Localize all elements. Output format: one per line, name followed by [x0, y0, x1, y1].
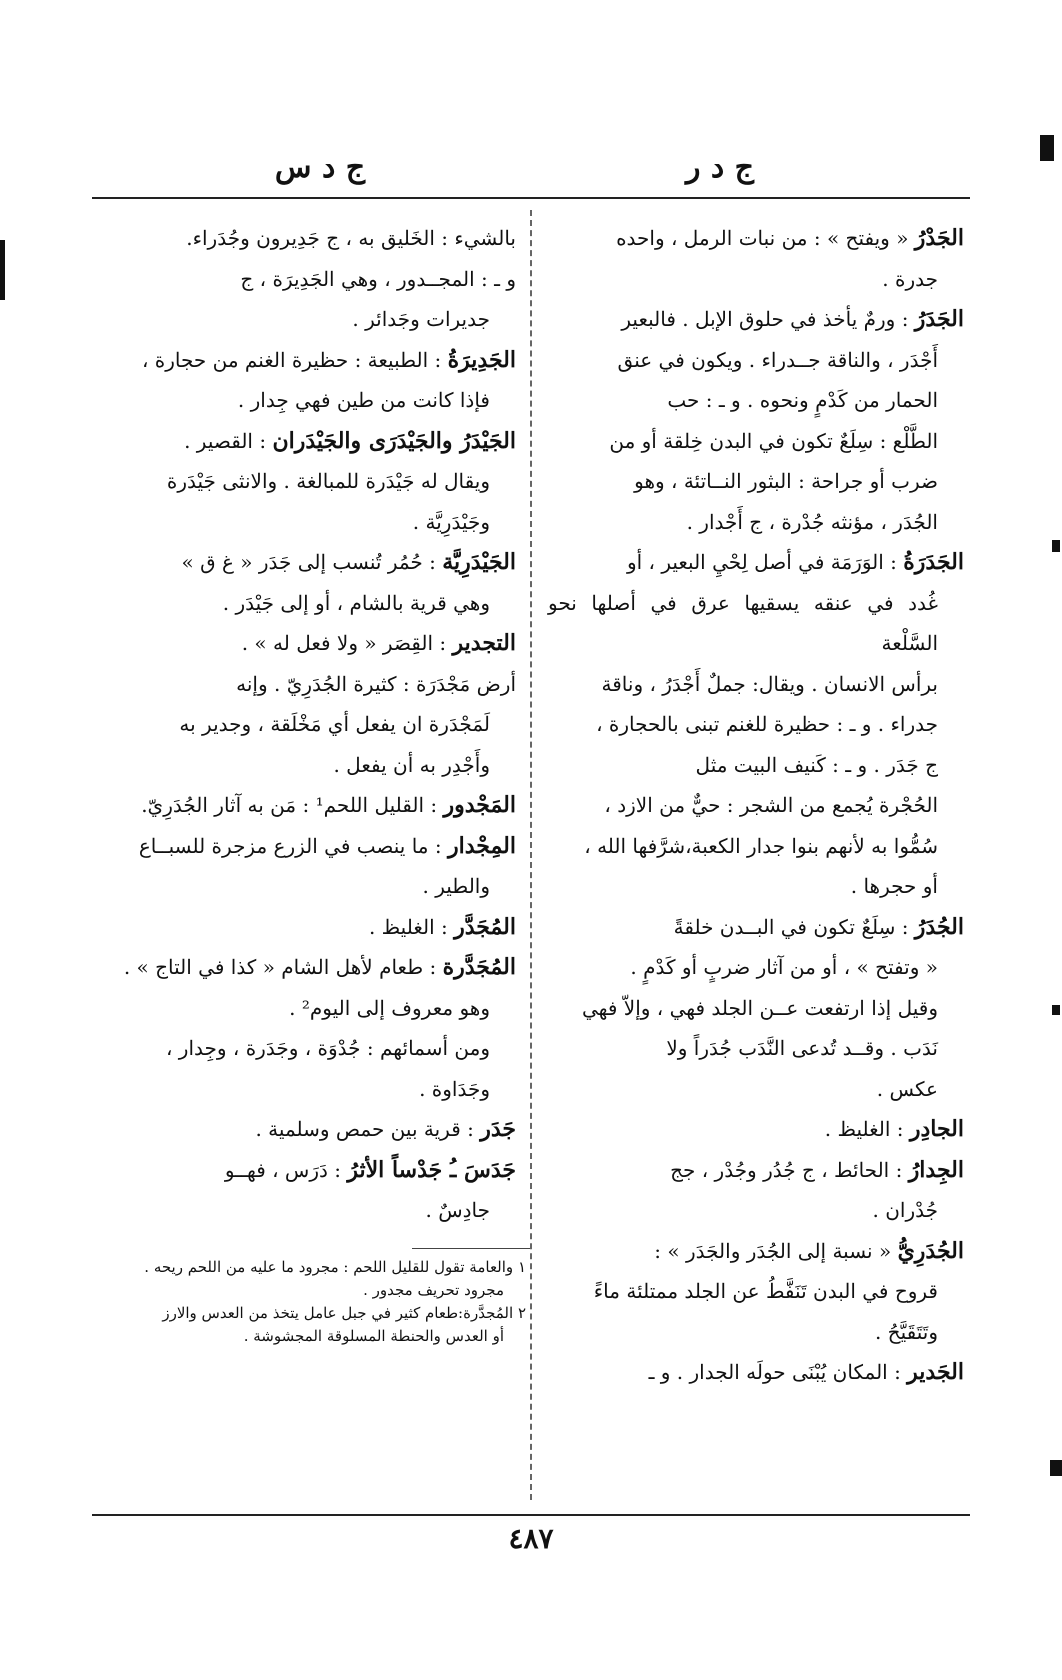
entry-line — [96, 947, 516, 988]
definition-text: : القصير . — [184, 428, 273, 453]
headword: الجَدَرُ — [914, 306, 964, 332]
definition-text: غُدد في عنقه يسقيها عرق في أصلها نحو السَّلْعة — [548, 590, 938, 655]
definition-text: و ـ : المجــدور ، وهي الجَدِيرَة ، ج — [240, 266, 516, 291]
definition-text: قروح في البدن تَنَفَّطُ عن الجلد ممتلئة ماءً — [593, 1279, 938, 1303]
entry-line — [548, 583, 964, 664]
entry-line — [548, 1271, 964, 1312]
scan-mark — [1052, 540, 1060, 552]
definition-text: وهو معروف إلى اليوم² . — [289, 995, 490, 1020]
entry-line — [548, 988, 964, 1029]
entry-line — [548, 461, 964, 502]
entry-line — [548, 1109, 964, 1150]
entry-line — [548, 947, 964, 988]
definition-text: : الوَرَمَة في أصل لِحْيِ البعير ، أو — [626, 550, 904, 574]
right-running-head: ج د ر — [685, 150, 755, 185]
definition-text: وجَدَاوة . — [419, 1076, 490, 1101]
definition-text: : قرية بين حمص وسلمية . — [255, 1117, 481, 1141]
definition-text: جُدْران . — [872, 1198, 938, 1222]
definition-text: : القليل اللحم¹ : مَن به آثار الجُدَرِيّ. — [141, 793, 444, 817]
definition-text: الطَّلْع : سِلَعٌ تكون في البدن خِلقة أو من — [609, 428, 938, 453]
entry-line — [548, 745, 964, 786]
headword: المِجْدار — [447, 832, 516, 859]
entry-line — [96, 461, 516, 502]
definition-text: بالشيء : الخَليق به ، ج جَدِيرون وجُدَراء. — [186, 226, 516, 250]
definition-text: برأس الانسان . ويقال: جملٌ أَجْدَرُ ، وناقة — [601, 671, 938, 696]
definition-text: ضرب أو جراحة : البثور النــاتئة ، وهو — [634, 469, 938, 493]
definition-text: : سِلَعٌ تكون في البــدن خلقةً — [673, 914, 915, 939]
entry-line — [548, 380, 964, 421]
headword: التجدير — [452, 630, 516, 656]
scan-mark — [1040, 135, 1054, 161]
entry-line — [548, 1150, 964, 1191]
definition-text: : الطبيعة : حظيرة الغنم من حجارة ، — [141, 347, 448, 372]
definition-text: : الغليظ . — [824, 1117, 910, 1141]
entry-line — [548, 340, 964, 381]
definition-text: نَدَب . وقــد تُدعى النَّدَب جُدَراً ولا — [666, 1036, 938, 1060]
entry-line — [548, 907, 964, 948]
definition-text: عكس . — [876, 1076, 938, 1101]
definition-text: والطير . — [422, 874, 490, 898]
definition-text: : المكان يُبْنَى حولَه الجدار . و ـ — [648, 1360, 908, 1384]
entry-line — [96, 299, 516, 340]
definition-text: : ما ينصب في الزرع مزجرة للسبــاع — [138, 833, 448, 858]
definition-text: وهي قرية بالشام ، أو إلى جَيْدَر . — [222, 590, 490, 615]
definition-text: وتَتَقَيَّحُ . — [874, 1319, 938, 1344]
entry-line — [96, 785, 516, 826]
definition-text: : ورمٌ يأخذ في حلوق الإبل . فالبعير — [621, 307, 915, 331]
definition-text: لَمَجْدَرة ان يفعل أي مَخْلَقة ، وجدير به — [179, 712, 490, 736]
headword: جَدَسَ ـُ جَدْساً الأثرُ — [347, 1156, 516, 1183]
definition-text: جدراء . و ـ : حظيرة للغنم تبنى بالحجارة ، — [596, 712, 938, 736]
column-divider — [530, 210, 532, 1500]
definition-text: أرض مَجْدَرَة : كثيرة الجُدَرِيّ . وإنه — [236, 671, 516, 696]
entry-line — [96, 380, 516, 421]
entry-line — [548, 826, 964, 867]
entry-line — [96, 259, 516, 300]
headword: الجَيْدَرِيَّة — [442, 549, 516, 575]
entry-line — [548, 1352, 964, 1393]
definition-text: جادِسٌ . — [425, 1198, 490, 1222]
footnote-line: ٢ المُجدَّرة:طعام كثير في جبل عامل يتخذ من العدس والارز — [162, 1304, 526, 1322]
headword: المُجَدَّر — [454, 913, 516, 940]
entry-line — [96, 1150, 516, 1191]
headword: المَجْدور — [443, 792, 516, 818]
definition-text: « نسبة إلى الجُدَر والجَدَر » : — [654, 1238, 898, 1263]
definition-text: الحمار من كَدْمٍ ونحوه . و ـ : حب — [667, 388, 938, 412]
entry-line — [96, 704, 516, 745]
entry-line — [548, 1312, 964, 1353]
entry-line — [96, 421, 516, 462]
definition-text: جديرات وجَدائر . — [352, 307, 490, 331]
definition-text: أو حجرها . — [850, 874, 938, 898]
definition-text: ج جَدَر . و ـ : كَنيف البيت مثل — [695, 752, 938, 777]
definition-text: الجُدَر ، مؤنثه جُدْرة ، ج أَجْدار . — [686, 509, 938, 534]
left-column — [96, 218, 516, 1231]
definition-text: : حُمُر تُنسب إلى جَدَر « غ ق » — [181, 550, 443, 574]
entry-line — [548, 1069, 964, 1110]
entry-line — [548, 421, 964, 462]
definition-text: ومن أسمائهم : جُدْوَة ، وجَدَرة ، وجِدار ، — [165, 1036, 490, 1060]
footnote-line: مجرود تحريف مجدور . — [363, 1281, 504, 1299]
definition-text: « وتفتح » ، أو من آثار ضربٍ أو كَدْمٍ . — [630, 955, 938, 979]
headword: الجُدَرِيُّ — [897, 1237, 964, 1264]
entry-line — [96, 826, 516, 867]
definition-text: : طعام لأهل الشام « كذا في التاج » . — [123, 955, 443, 979]
entry-line — [96, 623, 516, 664]
definition-text: وقيل إذا ارتفعت عــن الجلد فهي ، وإلاّ فهي — [582, 995, 938, 1020]
headword: الجَدَرَةُ — [903, 549, 964, 575]
entry-line — [548, 785, 964, 826]
entry-line — [548, 1231, 964, 1272]
entry-line — [548, 1190, 964, 1231]
entry-line — [96, 218, 516, 259]
entry-line — [96, 1028, 516, 1069]
left-running-head: ج د س — [274, 150, 366, 185]
definition-text: وأَجْدِر به أن يفعل . — [333, 752, 490, 777]
entry-line — [96, 340, 516, 381]
headword: الجُدَرُ — [914, 913, 964, 940]
bottom-rule — [92, 1514, 970, 1516]
page-number: ٤٨٧ — [508, 1522, 554, 1555]
definition-text: وجَيْدَرِيَّة . — [412, 509, 490, 534]
definition-text: ويقال له جَيْدَرة للمبالغة . والانثى جَيْدَرة — [166, 469, 490, 493]
footnote-line: أو العدس والحنطة المسلوقة المجشوشة . — [243, 1327, 504, 1345]
headword: الجَيْدَرُ والجَيْدَرَى والجَيْدَران — [272, 427, 516, 454]
definition-text: الحُجْرة يُجمع من الشجر : حيٌّ من الازد ، — [604, 793, 938, 817]
entry-line — [96, 1069, 516, 1110]
entry-line — [96, 1109, 516, 1150]
scan-mark — [1050, 1460, 1062, 1476]
headword: جَدَر — [480, 1116, 516, 1142]
definition-text: « ويفتح » : من نبات الرمل ، واحده — [616, 226, 915, 250]
top-rule — [92, 197, 970, 199]
definition-text: فإذا كانت من طين فهي جِدار . — [237, 388, 490, 412]
entry-line — [548, 866, 964, 907]
entry-line — [96, 1190, 516, 1231]
headword: الجَدِيرَةُ — [447, 346, 516, 373]
definition-text: : دَرَس ، فهــو — [224, 1157, 348, 1182]
entry-line — [96, 988, 516, 1029]
definition-text: : الحائط ، ج جُدُر وجُدْر ، جج — [670, 1157, 909, 1182]
entry-line — [548, 1028, 964, 1069]
definition-text: : القِصَر « ولا فعل له » . — [241, 631, 453, 655]
entry-line — [96, 583, 516, 624]
definition-text: : الغليظ . — [368, 914, 455, 939]
entry-line — [96, 542, 516, 583]
headword: الجَدْرُ — [914, 225, 964, 251]
footnotes — [96, 1256, 526, 1348]
definition-text: سُمُّوا به لأنهم بنوا جدار الكعبة،شرَّفها الله ، — [584, 833, 938, 858]
entry-line — [548, 218, 964, 259]
entry-line — [548, 664, 964, 705]
entry-line — [96, 866, 516, 907]
entry-line — [96, 745, 516, 786]
footnote-rule — [412, 1248, 530, 1249]
entry-line — [548, 259, 964, 300]
definition-text: أَجْدَر ، والناقة جــدراء . ويكون في عنق — [617, 347, 938, 372]
entry-line — [548, 704, 964, 745]
entry-line — [96, 664, 516, 705]
scan-mark — [1052, 1005, 1060, 1015]
headword: الجَدير — [907, 1359, 964, 1385]
right-column — [548, 218, 964, 1393]
definition-text: جدرة . — [882, 266, 938, 291]
footnote-line: ١ والعامة تقول للقليل اللحم : مجرود ما عليه من اللحم ريحه . — [144, 1258, 526, 1276]
headword: الجادِر — [909, 1116, 964, 1142]
entry-line — [548, 299, 964, 340]
headword: المُجَدَّرة — [442, 954, 516, 980]
entry-line — [96, 502, 516, 543]
entry-line — [96, 907, 516, 948]
headword: الجِدارُ — [908, 1156, 964, 1183]
entry-line — [548, 502, 964, 543]
scan-mark — [0, 240, 5, 300]
entry-line — [548, 542, 964, 583]
